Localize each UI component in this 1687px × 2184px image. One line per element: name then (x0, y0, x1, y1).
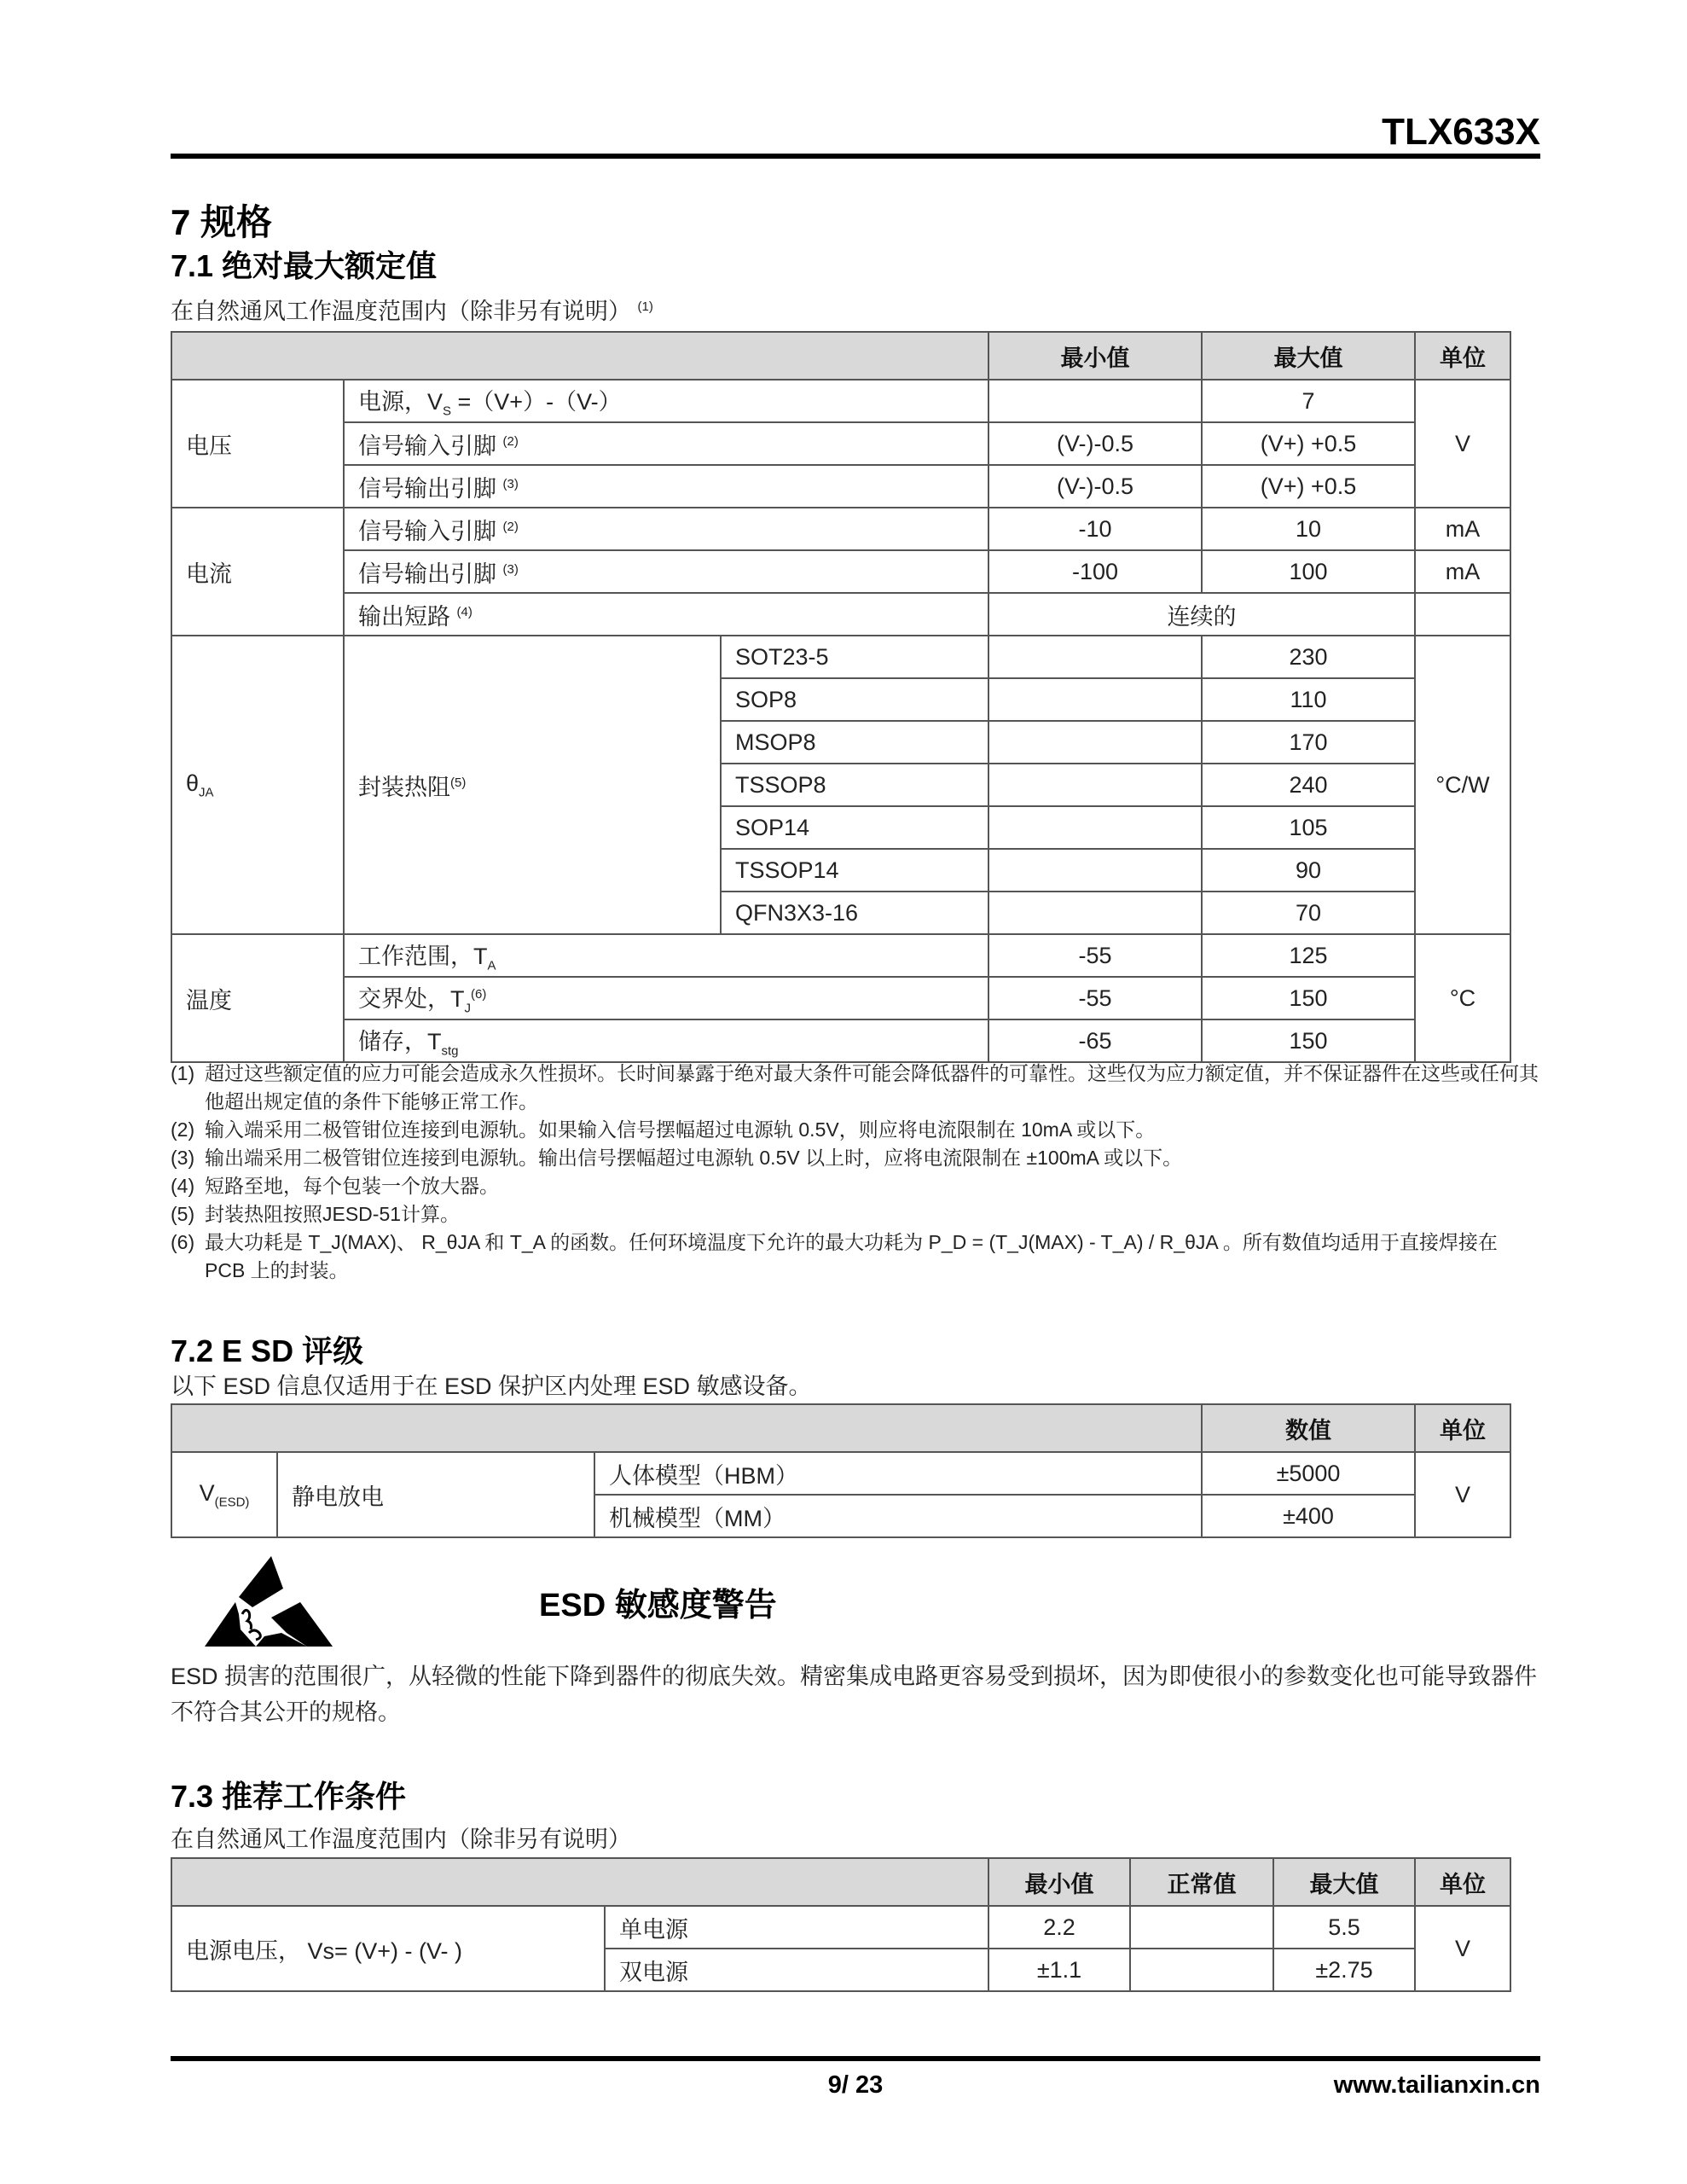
table-row (171, 1452, 1510, 1495)
table-header-row (171, 1404, 1510, 1452)
value-cell: ±400 (1202, 1495, 1415, 1537)
package-cell: QFN3X3-16 (721, 892, 988, 934)
max-cell: 5.5 (1273, 1906, 1415, 1949)
footer-rule (171, 2056, 1540, 2061)
min-cell: (V-)-0.5 (988, 465, 1202, 508)
section-7-2-condition: 以下 ESD 信息仅适用于在 ESD 保护区内处理 ESD 敏感设备。 (171, 1374, 812, 1399)
max-cell: 70 (1202, 892, 1415, 934)
param-cell: 信号输出引脚 $^{(3)}$ (344, 550, 988, 593)
part-number-header: TLX633X (1382, 111, 1540, 153)
footnote: (5) 封装热阻按照JESD-51计算。 (171, 1203, 461, 1225)
unit-cell: mA (1415, 508, 1510, 550)
typ-cell (1130, 1949, 1273, 1991)
unit-cell: °C/W (1415, 636, 1510, 934)
unit-cell (1415, 593, 1510, 636)
min-cell: ±1.1 (988, 1949, 1130, 1991)
param-cell: 工作范围，$T_A$ (344, 934, 988, 977)
min-cell (988, 892, 1202, 934)
param-cell: 电源，$V_S =(V+)-(V-)$ (344, 380, 988, 422)
model-cell: 机械模型（MM） (594, 1495, 1202, 1537)
unit-cell: mA (1415, 550, 1510, 593)
header-min: 最小值 (988, 332, 1202, 380)
header-max: 最大值 (1202, 332, 1415, 380)
mode-cell: 双电源 (605, 1949, 988, 1991)
min-cell: -10 (988, 508, 1202, 550)
section-7-3-condition: 在自然通风工作温度范围内（除非另有说明） (171, 1827, 631, 1852)
table-row (171, 380, 1510, 422)
min-cell: (V-)-0.5 (988, 422, 1202, 465)
table-row (171, 934, 1510, 977)
param-cell: 封装热阻$^{(5)}$ (344, 636, 721, 934)
max-cell: 150 (1202, 977, 1415, 1019)
footnote: (2) 输入端采用二极管钳位连接到电源轨。如果输入信号摆幅超过电源轨 0.5V，则应将电流限制在 10mA 或以下。 (171, 1118, 1156, 1141)
header-unit: 单位 (1415, 332, 1510, 380)
header-max: 最大值 (1273, 1858, 1415, 1906)
header-value: 数值 (1202, 1404, 1415, 1452)
max-cell: 170 (1202, 721, 1415, 764)
package-cell: TSSOP14 (721, 849, 988, 892)
min-cell (988, 380, 1202, 422)
footnote: (6) 最大功耗是 T_J(MAX)、 R_θJA 和 T_A 的函数。任何环境温度下允许的最大功耗为 P_D = (T_J(MAX) - T_A) / R_θJA 。所有数值均适用于直接焊接在 PCB 上的封装。 (171, 1231, 1498, 1281)
table-row (171, 977, 1510, 1019)
value-cell: ±5000 (1202, 1452, 1415, 1495)
header-unit: 单位 (1415, 1858, 1510, 1906)
max-cell: 90 (1202, 849, 1415, 892)
recommended-conditions-table (171, 1857, 1511, 1992)
param-cell: 信号输入引脚 $^{(2)}$ (344, 422, 988, 465)
footnotes (171, 1060, 1540, 1285)
unit-cell: V (1415, 380, 1510, 508)
min-cell (988, 678, 1202, 721)
max-cell: 7 (1202, 380, 1415, 422)
param-cell: 信号输出引脚 $^{(3)}$ (344, 465, 988, 508)
param-cell: 储存，$T_{stg}$ (344, 1019, 988, 1062)
group-current: 电流 (171, 508, 344, 636)
unit-cell: °C (1415, 934, 1510, 1062)
esd-warning-title: ESD 敏感度警告 (539, 1588, 777, 1623)
package-cell: SOP8 (721, 678, 988, 721)
note-ref: (1) (637, 299, 653, 314)
param-cell: 输出短路 $^{(4)}$ (344, 593, 988, 636)
header-rule (171, 154, 1540, 159)
max-cell: 100 (1202, 550, 1415, 593)
footnote: (3) 输出端采用二极管钳位连接到电源轨。输出信号摆幅超过电源轨 0.5V 以上时，应将电流限制在 ±100mA 或以下。 (171, 1147, 1183, 1169)
table-header-row (171, 1858, 1510, 1906)
max-cell: 230 (1202, 636, 1415, 678)
table-row (171, 550, 1510, 593)
table-row (171, 1906, 1510, 1949)
symbol-cell: $V_{(ESD)}$ (171, 1452, 277, 1537)
header-unit: 单位 (1415, 1404, 1510, 1452)
typ-cell (1130, 1906, 1273, 1949)
min-cell: -100 (988, 550, 1202, 593)
param-cell: 静电放电 (277, 1452, 594, 1537)
max-cell: 150 (1202, 1019, 1415, 1062)
package-cell: TSSOP8 (721, 764, 988, 806)
website-link[interactable]: www.tailianxin.cn (1333, 2071, 1540, 2099)
mode-cell: 单电源 (605, 1906, 988, 1949)
unit-cell: V (1415, 1452, 1510, 1537)
header-typ: 正常值 (1130, 1858, 1273, 1906)
min-cell: -55 (988, 934, 1202, 977)
param-cell: 交界处，$T_J^{(6)}$ (344, 977, 988, 1019)
page-number: 9/ 23 (827, 2071, 884, 2099)
max-cell: (V+) +0.5 (1202, 422, 1415, 465)
table-row (171, 593, 1510, 636)
section-7-3-title: 7.3 推荐工作条件 (171, 1779, 407, 1814)
max-cell: 125 (1202, 934, 1415, 977)
section-7-1-title: 7.1 绝对最大额定值 (171, 248, 438, 283)
param-cell: 电源电压， Vs= (V+) - (V- ) (171, 1906, 605, 1991)
table-row (171, 465, 1510, 508)
package-cell: SOP14 (721, 806, 988, 849)
max-cell: ±2.75 (1273, 1949, 1415, 1991)
section-7-1-condition: 在自然通风工作温度范围内（除非另有说明） $^{(1)}$ (171, 299, 653, 324)
min-cell (988, 806, 1202, 849)
model-cell: 人体模型（HBM） (594, 1452, 1202, 1495)
esd-warning-icon (205, 1554, 341, 1648)
min-cell: 2.2 (988, 1906, 1130, 1949)
max-cell: 240 (1202, 764, 1415, 806)
header-blank (171, 332, 988, 380)
group-thermal: $\theta_{JA}$ (171, 636, 344, 934)
table-row (171, 636, 1510, 678)
header-blank (171, 1858, 988, 1906)
group-voltage: 电压 (171, 380, 344, 508)
min-cell: -65 (988, 1019, 1202, 1062)
max-cell: 105 (1202, 806, 1415, 849)
header-blank (171, 1404, 1202, 1452)
table-row (171, 1019, 1510, 1062)
value-cell: 连续的 (988, 593, 1415, 636)
min-cell (988, 721, 1202, 764)
group-temperature: 温度 (171, 934, 344, 1062)
esd-warning-text: ESD 损害的范围很广，从轻微的性能下降到器件的彻底失效。精密集成电路更容易受到损坏，因为即使很小的参数变化也可能导致器件不符合其公开的规格。 (171, 1664, 1538, 1725)
esd-ratings-table (171, 1403, 1511, 1538)
absolute-max-ratings-table (171, 331, 1511, 1063)
min-cell (988, 764, 1202, 806)
min-cell (988, 849, 1202, 892)
header-min: 最小值 (988, 1858, 1130, 1906)
unit-cell: V (1415, 1906, 1510, 1991)
param-cell: 信号输入引脚 $^{(2)}$ (344, 508, 988, 550)
package-cell: SOT23-5 (721, 636, 988, 678)
footnote: (1) 超过这些额定值的应力可能会造成永久性损坏。长时间暴露于绝对最大条件可能会降低器件的可靠性。这些仅为应力额定值，并不保证器件在这些或任何其他超出规定值的条件下能够正常工作。 (171, 1062, 1539, 1112)
max-cell: 10 (1202, 508, 1415, 550)
table-header-row (171, 332, 1510, 380)
footnote: (4) 短路至地，每个包装一个放大器。 (171, 1175, 499, 1197)
package-cell: MSOP8 (721, 721, 988, 764)
section-7-title: 7 规格 (171, 202, 273, 242)
max-cell: 110 (1202, 678, 1415, 721)
section-7-2-title: 7.2 E SD 评级 (171, 1333, 364, 1368)
min-cell (988, 636, 1202, 678)
max-cell: (V+) +0.5 (1202, 465, 1415, 508)
table-row (171, 508, 1510, 550)
table-row (171, 422, 1510, 465)
min-cell: -55 (988, 977, 1202, 1019)
